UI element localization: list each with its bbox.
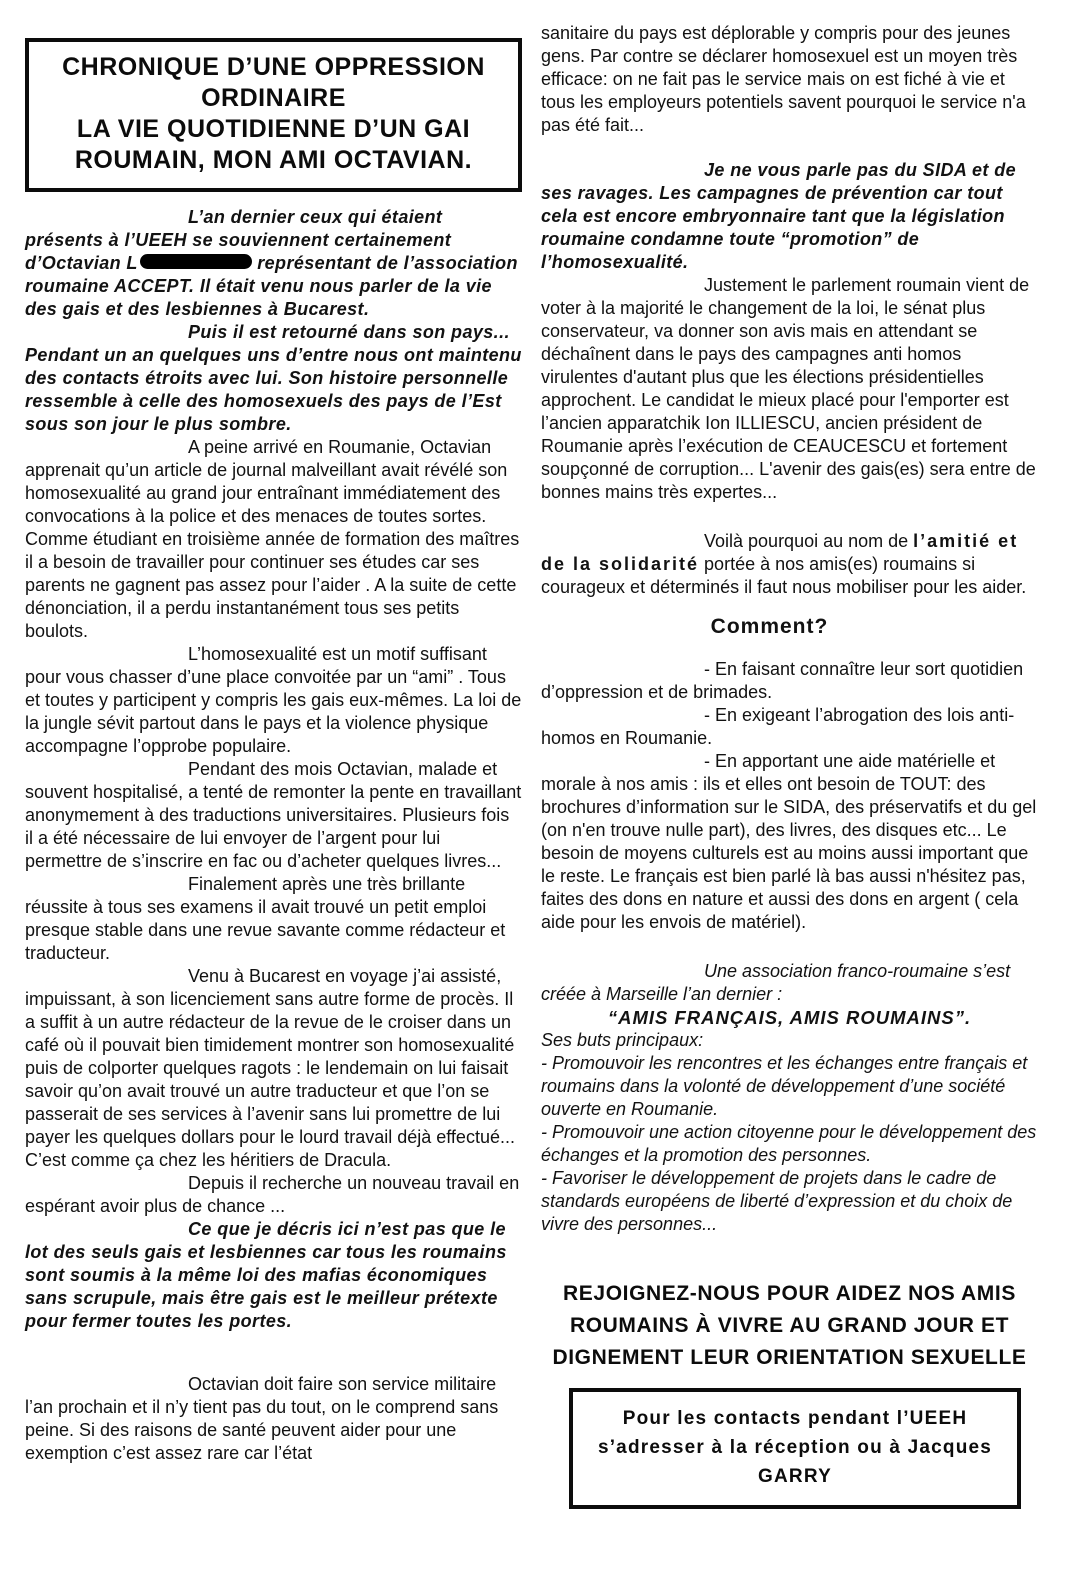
redaction-bar <box>140 254 252 269</box>
paragraph: A peine arrivé en Roumanie, Octavian apprenait qu’un article de journal malveillant avait révélé son homosexualité au grand jour entraînant immédiatement des convocations à la police et des menaces de toutes sortes. Comme étudiant en troisième année de formation des maîtres il a besoin de travailler pour continuer ses études car ses parents ne gagnent pas assez pour l’aider . A la suite de cette dénonciation, il a perdu instantanément tous ses petits boulots. <box>25 437 520 641</box>
paragraph-text: L’an dernier ceux qui étaient présents à l’UEEH se souviennent certainement d’Octavian L <box>25 207 452 273</box>
emphasized-phrase: l’amitié et de la solidarité <box>541 531 1019 574</box>
left-column <box>25 38 522 1465</box>
paragraph: Octavian doit faire son service militaire l’an prochain et il n’y tient pas du tout, on le comprend sans peine. Si des raisons de santé peuvent aider pour une exemption c’est assez rare car l’état <box>25 1374 499 1463</box>
paragraph-continuation: sanitaire du pays est déplorable y compris pour des jeunes gens. Par contre se déclarer homosexuel est un moyen très efficace: on ne fait pas le service mais on est fiché à vie et tous les employeurs potentiels savent pourquoi le service n'a pas été fait... <box>541 23 1026 135</box>
association-name: “AMIS FRANÇAIS, AMIS ROUMAINS”. <box>607 1007 972 1028</box>
article-title-box <box>25 38 522 192</box>
paragraph: Finalement après une très brillante réussite à tous ses examens il avait trouvé un petit emploi presque stable dans une revue savante comme rédacteur et traducteur. <box>25 874 506 963</box>
paragraph: L’homosexualité est un motif suffisant pour vous chasser d’une place convoitée par un “ami” . Tous et toutes y participent y compris les gais eux-mêmes. La loi de la jungle sévit partout dans le pays et la violence physique accompagne l’opprobe populaire. <box>25 644 522 756</box>
title-line-1: CHRONIQUE D’UNE OPPRESSION <box>62 53 485 81</box>
paragraph: Depuis il recherche un nouveau travail en espérant avoir plus de chance ... <box>25 1173 520 1216</box>
list-item: - En exigeant l’abrogation des lois anti-homos en Roumanie. <box>541 705 1015 748</box>
list-item: - En apportant une aide matérielle et morale à nos amis : ils et elles ont besoin de TOUT: des brochures d’information sur le SIDA, des préservatifs et du gel (on n'en trouve nulle part), des livres, des disques etc... Le besoin de moyens culturels est au moins aussi important que le reste. Le français est bien parlé là bas aussi n'hésitez pas, faites des dons en nature et aussi des dons en argent ( cela aide pour les envois de matériel). <box>541 751 1037 932</box>
paragraph-text: Voilà pourquoi au nom de <box>704 531 914 551</box>
paragraph-intro <box>25 206 522 321</box>
association-goals-label: Ses buts principaux: <box>541 1030 704 1050</box>
paragraph-emphasis: Je ne vous parle pas du SIDA et de ses ravages. Les campagnes de prévention car tout cela est encore embryonnaire tant que la législation roumaine condamne toute “promotion” de l’homosexualité. <box>541 160 1017 272</box>
association-goal: - Promouvoir une action citoyenne pour le développement des échanges et la promotion des personnes. <box>541 1122 1037 1165</box>
paragraph-text: représentant de l’association roumaine ACCEPT. Il était venu nous parler de la vie des gais et des lesbiennes à Bucarest. <box>25 253 518 319</box>
association-goal: - Promouvoir les rencontres et les échanges entre français et roumains dans la volonté de développement d’une société ouverte en Roumanie. <box>541 1053 1028 1119</box>
paragraph: Puis il est retourné dans son pays... Pendant un an quelques uns d’entre nous ont maintenu des contacts étroits avec lui. Son histoire personnelle ressemble à celle des homosexuels des pays de l’Est sous son jour le plus sombre. <box>25 322 522 434</box>
title-line-2: ORDINAIRE <box>201 84 346 112</box>
association-goal: - Favoriser le développement de projets dans le cadre de standards européens de liberté d’expression et du choix de vivre des personnes... <box>541 1168 1013 1234</box>
right-column <box>541 22 1038 1509</box>
paragraph-text: portée à nos amis(es) roumains si courageux et déterminés il faut nous mobiliser pour les aider. <box>541 554 1027 597</box>
section-heading-comment: Comment? <box>710 615 829 638</box>
paragraph-mixed <box>541 530 1038 599</box>
contact-info-box: Pour les contacts pendant l’UEEH s’adresser à la réception ou à Jacques GARRY <box>569 1388 1021 1509</box>
paragraph-emphasis: Ce que je décris ici n’est pas que le lot des seuls gais et lesbiennes car tous les roumains sont soumis à la même loi des mafias économiques sans scrupule, mais être gais est le meilleur prétexte pour fermer toutes les portes. <box>25 1219 507 1331</box>
list-item: - En faisant connaître leur sort quotidien d’oppression et de brimades. <box>541 659 1024 702</box>
title-line-3: LA VIE QUOTIDIENNE D’UN GAI <box>76 115 471 143</box>
paragraph: Pendant des mois Octavian, malade et souvent hospitalisé, a tenté de remonter la pente en travaillant anonymement à des traductions universitaires. Plusieurs fois il a été nécessaire de lui envoyer de l’argent pour lui permettre de s’inscrire en fac ou d’acheter quelques livres... <box>25 759 522 871</box>
appeal-heading: REJOIGNEZ-NOUS POUR AIDEZ NOS AMIS ROUMAINS À VIVRE AU GRAND JOUR ET DIGNEMENT LEUR ORIENTATION SEXUELLE <box>552 1282 1027 1369</box>
paragraph: Venu à Bucarest en voyage j’ai assisté, impuissant, à son licenciement sans autre forme de procès. Il a suffit à un autre rédacteur de la revue de le croiser dans un café où il pouvait bien timidement montrer son homosexualité puis de colporter quelques ragots : le lendemain on lui faisait savoir qu’on avait trouvé un autre traducteur et que l’on se passerait de ses services à l’avenir sans lui promettre de lui payer les quelques dollars pour le lourd travail déjà effectué... C’est comme ça chez les héritiers de Dracula. <box>25 966 515 1170</box>
association-intro: Une association franco-roumaine s’est créée à Marseille l’an dernier : <box>541 961 1011 1004</box>
title-line-4: ROUMAIN, MON AMI OCTAVIAN. <box>74 146 473 174</box>
paragraph: Justement le parlement roumain vient de voter à la majorité le changement de la loi, le sénat plus conservateur, va donner son avis mais en attendant se déchaînent dans le pays des campagnes anti homos virulentes d'autant plus que les élections présidentielles approchent. Le candidat le mieux placé pour l'emporter est l’ancien apparatchik Ion ILLIESCU, ancien président de Roumanie après l’exécution de CEAUCESCU et fortement soupçonné de corruption... L'avenir des gais(es) sera entre de bonnes mains très expertes... <box>541 275 1036 502</box>
